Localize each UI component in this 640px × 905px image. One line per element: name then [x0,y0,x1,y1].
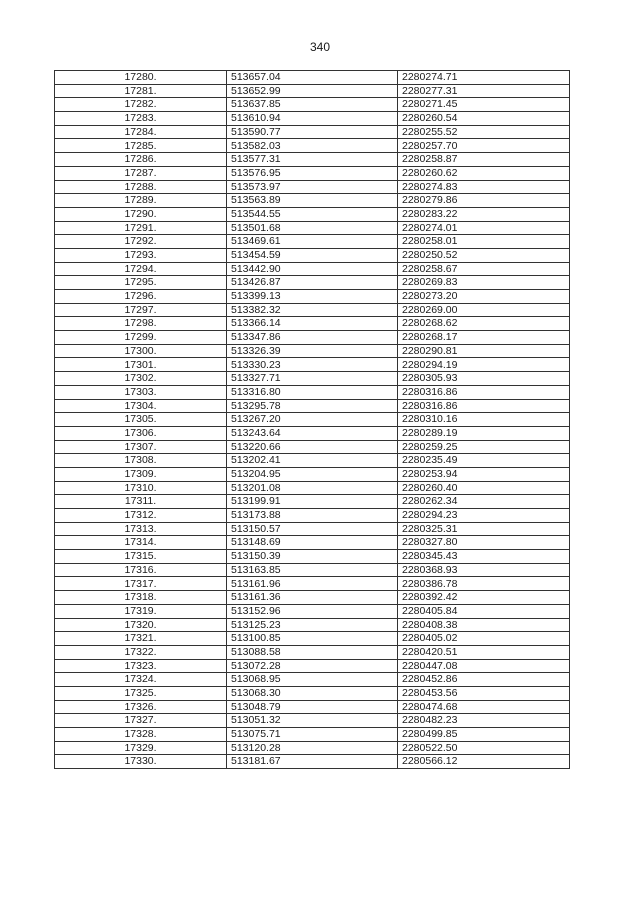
y-coordinate-cell: 2280405.02 [398,632,570,646]
y-coordinate-cell: 2280259.25 [398,440,570,454]
table-row [55,577,570,591]
y-coordinate-cell: 2280283.22 [398,207,570,221]
x-coordinate-cell: 513100.85 [227,632,398,646]
x-coordinate-cell: 513366.14 [227,317,398,331]
x-coordinate-cell: 513454.59 [227,248,398,262]
table-row [55,741,570,755]
table-row [55,125,570,139]
x-coordinate-cell: 513563.89 [227,194,398,208]
x-coordinate-cell: 513150.57 [227,522,398,536]
y-coordinate-cell: 2280499.85 [398,728,570,742]
table-row [55,618,570,632]
table-row [55,604,570,618]
point-number-cell: 17299. [55,331,227,345]
table-row [55,344,570,358]
point-number-cell: 17323. [55,659,227,673]
x-coordinate-cell: 513426.87 [227,276,398,290]
table-row [55,221,570,235]
table-row [55,84,570,98]
y-coordinate-cell: 2280566.12 [398,755,570,769]
y-coordinate-cell: 2280255.52 [398,125,570,139]
x-coordinate-cell: 513173.88 [227,509,398,523]
table-row [55,714,570,728]
y-coordinate-cell: 2280316.86 [398,399,570,413]
table-row [55,509,570,523]
y-coordinate-cell: 2280405.84 [398,604,570,618]
point-number-cell: 17314. [55,536,227,550]
x-coordinate-cell: 513088.58 [227,645,398,659]
x-coordinate-cell: 513382.32 [227,303,398,317]
y-coordinate-cell: 2280290.81 [398,344,570,358]
y-coordinate-cell: 2280368.93 [398,563,570,577]
table-row [55,645,570,659]
y-coordinate-cell: 2280310.16 [398,413,570,427]
point-number-cell: 17288. [55,180,227,194]
x-coordinate-cell: 513181.67 [227,755,398,769]
y-coordinate-cell: 2280271.45 [398,98,570,112]
y-coordinate-cell: 2280235.49 [398,454,570,468]
y-coordinate-cell: 2280452.86 [398,673,570,687]
x-coordinate-cell: 513068.30 [227,686,398,700]
table-row [55,399,570,413]
point-number-cell: 17300. [55,344,227,358]
table-row [55,426,570,440]
point-number-cell: 17322. [55,645,227,659]
x-coordinate-cell: 513326.39 [227,344,398,358]
point-number-cell: 17287. [55,166,227,180]
point-number-cell: 17305. [55,413,227,427]
x-coordinate-cell: 513148.69 [227,536,398,550]
x-coordinate-cell: 513637.85 [227,98,398,112]
table-row [55,71,570,85]
table-row [55,467,570,481]
x-coordinate-cell: 513075.71 [227,728,398,742]
table-row [55,276,570,290]
table-row [55,290,570,304]
y-coordinate-cell: 2280253.94 [398,467,570,481]
table-row [55,248,570,262]
x-coordinate-cell: 513202.41 [227,454,398,468]
table-row [55,372,570,386]
point-number-cell: 17296. [55,290,227,304]
x-coordinate-cell: 513577.31 [227,153,398,167]
point-number-cell: 17327. [55,714,227,728]
table-row [55,207,570,221]
table-row [55,591,570,605]
y-coordinate-cell: 2280260.54 [398,112,570,126]
point-number-cell: 17282. [55,98,227,112]
table-row [55,700,570,714]
table-row [55,194,570,208]
x-coordinate-cell: 513347.86 [227,331,398,345]
point-number-cell: 17316. [55,563,227,577]
x-coordinate-cell: 513204.95 [227,467,398,481]
y-coordinate-cell: 2280392.42 [398,591,570,605]
table-row [55,632,570,646]
point-number-cell: 17319. [55,604,227,618]
y-coordinate-cell: 2280274.83 [398,180,570,194]
y-coordinate-cell: 2280268.17 [398,331,570,345]
point-number-cell: 17307. [55,440,227,454]
point-number-cell: 17302. [55,372,227,386]
y-coordinate-cell: 2280250.52 [398,248,570,262]
point-number-cell: 17284. [55,125,227,139]
y-coordinate-cell: 2280260.40 [398,481,570,495]
table-row [55,659,570,673]
x-coordinate-cell: 513576.95 [227,166,398,180]
y-coordinate-cell: 2280345.43 [398,550,570,564]
table-row [55,139,570,153]
table-row [55,358,570,372]
coordinates-table-body [55,71,570,769]
y-coordinate-cell: 2280257.70 [398,139,570,153]
y-coordinate-cell: 2280279.86 [398,194,570,208]
x-coordinate-cell: 513590.77 [227,125,398,139]
x-coordinate-cell: 513243.64 [227,426,398,440]
point-number-cell: 17304. [55,399,227,413]
point-number-cell: 17280. [55,71,227,85]
point-number-cell: 17326. [55,700,227,714]
x-coordinate-cell: 513152.96 [227,604,398,618]
point-number-cell: 17318. [55,591,227,605]
point-number-cell: 17301. [55,358,227,372]
point-number-cell: 17311. [55,495,227,509]
y-coordinate-cell: 2280260.62 [398,166,570,180]
point-number-cell: 17328. [55,728,227,742]
x-coordinate-cell: 513163.85 [227,563,398,577]
point-number-cell: 17320. [55,618,227,632]
y-coordinate-cell: 2280294.23 [398,509,570,523]
x-coordinate-cell: 513582.03 [227,139,398,153]
x-coordinate-cell: 513125.23 [227,618,398,632]
point-number-cell: 17281. [55,84,227,98]
y-coordinate-cell: 2280386.78 [398,577,570,591]
table-row [55,686,570,700]
y-coordinate-cell: 2280482.23 [398,714,570,728]
x-coordinate-cell: 513501.68 [227,221,398,235]
y-coordinate-cell: 2280325.31 [398,522,570,536]
point-number-cell: 17317. [55,577,227,591]
y-coordinate-cell: 2280294.19 [398,358,570,372]
y-coordinate-cell: 2280289.19 [398,426,570,440]
y-coordinate-cell: 2280474.68 [398,700,570,714]
table-row [55,536,570,550]
x-coordinate-cell: 513330.23 [227,358,398,372]
point-number-cell: 17303. [55,385,227,399]
point-number-cell: 17321. [55,632,227,646]
point-number-cell: 17285. [55,139,227,153]
y-coordinate-cell: 2280274.71 [398,71,570,85]
point-number-cell: 17315. [55,550,227,564]
point-number-cell: 17313. [55,522,227,536]
table-row [55,180,570,194]
y-coordinate-cell: 2280258.87 [398,153,570,167]
point-number-cell: 17292. [55,235,227,249]
x-coordinate-cell: 513316.80 [227,385,398,399]
x-coordinate-cell: 513469.61 [227,235,398,249]
x-coordinate-cell: 513072.28 [227,659,398,673]
y-coordinate-cell: 2280258.67 [398,262,570,276]
table-row [55,495,570,509]
table-row [55,303,570,317]
y-coordinate-cell: 2280269.83 [398,276,570,290]
point-number-cell: 17324. [55,673,227,687]
x-coordinate-cell: 513161.96 [227,577,398,591]
x-coordinate-cell: 513327.71 [227,372,398,386]
x-coordinate-cell: 513267.20 [227,413,398,427]
y-coordinate-cell: 2280316.86 [398,385,570,399]
table-row [55,166,570,180]
x-coordinate-cell: 513652.99 [227,84,398,98]
y-coordinate-cell: 2280268.62 [398,317,570,331]
y-coordinate-cell: 2280273.20 [398,290,570,304]
x-coordinate-cell: 513544.55 [227,207,398,221]
y-coordinate-cell: 2280277.31 [398,84,570,98]
x-coordinate-cell: 513048.79 [227,700,398,714]
x-coordinate-cell: 513201.08 [227,481,398,495]
point-number-cell: 17294. [55,262,227,276]
table-row [55,153,570,167]
y-coordinate-cell: 2280258.01 [398,235,570,249]
y-coordinate-cell: 2280408.38 [398,618,570,632]
table-row [55,440,570,454]
y-coordinate-cell: 2280522.50 [398,741,570,755]
table-row [55,550,570,564]
point-number-cell: 17310. [55,481,227,495]
x-coordinate-cell: 513573.97 [227,180,398,194]
point-number-cell: 17325. [55,686,227,700]
table-row [55,98,570,112]
table-row [55,481,570,495]
x-coordinate-cell: 513220.66 [227,440,398,454]
point-number-cell: 17293. [55,248,227,262]
x-coordinate-cell: 513161.36 [227,591,398,605]
x-coordinate-cell: 513051.32 [227,714,398,728]
table-row [55,673,570,687]
table-row [55,413,570,427]
point-number-cell: 17295. [55,276,227,290]
x-coordinate-cell: 513657.04 [227,71,398,85]
table-row [55,728,570,742]
table-row [55,235,570,249]
y-coordinate-cell: 2280269.00 [398,303,570,317]
x-coordinate-cell: 513442.90 [227,262,398,276]
table-row [55,331,570,345]
table-row [55,262,570,276]
x-coordinate-cell: 513610.94 [227,112,398,126]
point-number-cell: 17286. [55,153,227,167]
point-number-cell: 17290. [55,207,227,221]
x-coordinate-cell: 513295.78 [227,399,398,413]
x-coordinate-cell: 513150.39 [227,550,398,564]
y-coordinate-cell: 2280274.01 [398,221,570,235]
x-coordinate-cell: 513120.28 [227,741,398,755]
y-coordinate-cell: 2280305.93 [398,372,570,386]
point-number-cell: 17289. [55,194,227,208]
point-number-cell: 17329. [55,741,227,755]
table-row [55,755,570,769]
table-row [55,563,570,577]
x-coordinate-cell: 513068.95 [227,673,398,687]
page-number: 340 [309,40,331,54]
point-number-cell: 17308. [55,454,227,468]
table-row [55,317,570,331]
table-row [55,112,570,126]
point-number-cell: 17298. [55,317,227,331]
point-number-cell: 17309. [55,467,227,481]
point-number-cell: 17297. [55,303,227,317]
point-number-cell: 17330. [55,755,227,769]
table-row [55,522,570,536]
table-row [55,385,570,399]
point-number-cell: 17312. [55,509,227,523]
x-coordinate-cell: 513199.91 [227,495,398,509]
x-coordinate-cell: 513399.13 [227,290,398,304]
y-coordinate-cell: 2280447.08 [398,659,570,673]
point-number-cell: 17283. [55,112,227,126]
point-number-cell: 17291. [55,221,227,235]
coordinates-table [54,70,570,769]
y-coordinate-cell: 2280420.51 [398,645,570,659]
table-row [55,454,570,468]
y-coordinate-cell: 2280262.34 [398,495,570,509]
point-number-cell: 17306. [55,426,227,440]
y-coordinate-cell: 2280327.80 [398,536,570,550]
y-coordinate-cell: 2280453.56 [398,686,570,700]
